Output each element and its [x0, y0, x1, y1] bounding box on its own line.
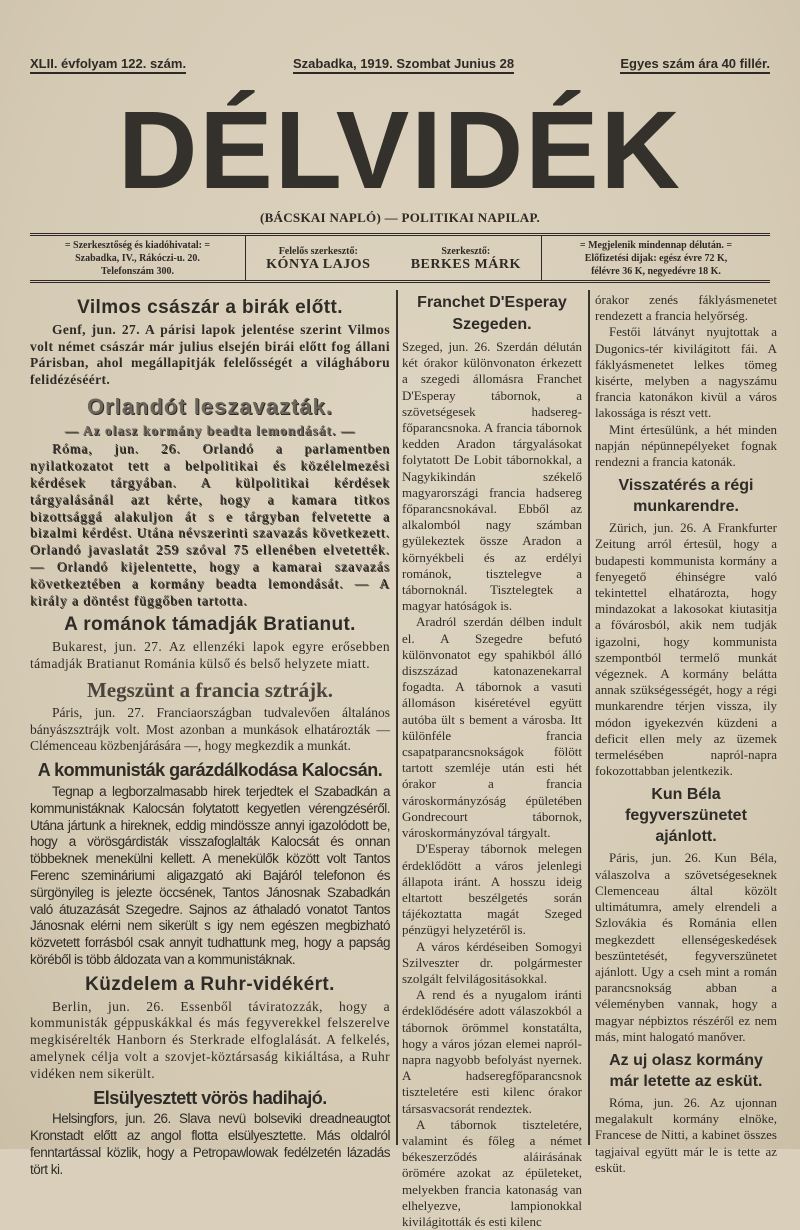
office-phone: Telefonszám 300.: [101, 265, 174, 277]
article-paragraph: Berlin, jun. 26. Essenből táviratozzák, hogy a kommunisták géppuskákkal és más fegyverekkel felszerelve megkisérelték Hanborn és Sterkrade elfoglalását. A felkelés, amelynek célja volt a szovjet-köztársaság kikiáltása, a Ruhr vidéken nem sikerült.: [30, 998, 390, 1081]
left-column: [30, 292, 390, 1178]
editor-in-chief-label: Felelős szerkesztő:: [278, 246, 358, 257]
article-paragraph: Genf, jun. 27. A párisi lapok jelentése szerint Vilmos volt német császár már julius elsején birái előtt fog állani Párisban, ahol megállapitják felelősségét a világháboru felidézéséért.: [30, 321, 390, 388]
article-paragraph: A tábornok tiszteletére, valamint és főleg a német békeszerződés aláirásának örömére azokat az épületeket, melyekben francia katonaság van elhelyezve, lampionokkal kivilágitották és esti kilenc: [402, 1116, 582, 1229]
volume-number: XLII. évfolyam 122. szám.: [30, 56, 186, 74]
article-headline: A románok támadják Bratianut.: [64, 614, 356, 636]
article-paragraph: Róma, jun. 26. Orlandó a parlamentben nyilatkozatot tett a belpolitikai és közélelmezési kérdések tárgyában. A külpolitikai kérdések tárgyalásánál azt kérte, hogy a kamara titkos bizottsággá alakuljon át s e tárgyban felvetette a bizalmi kérdést. Utána névszerinti szavazás következett. Orlandó javaslatát 259 szóval 75 ellenében elvetették. — Orlandó kijelentette, hogy a kamarai szavazás következtében a kormány beadta lemondását. — A király a döntést függőben tartotta.: [30, 441, 390, 608]
article-paragraph: Páris, jun. 27. Franciaországban tudvalevően általános bányászsztrájk volt. Most azonban a munkások elhatározták — Clémenceau közbenjárására —, hogy megkezdik a munkát.: [30, 704, 390, 754]
editor: [411, 245, 521, 271]
article-headline: Franchet D'Esperay Szegeden.: [417, 294, 567, 333]
article-headline: Küzdelem a Ruhr-vidékért.: [85, 973, 335, 995]
article-headline: Orlandót leszavazták.: [87, 394, 333, 420]
article: [595, 292, 777, 470]
article-paragraph: Szeged, jun. 26. Szerdán délután két órakor különvonaton érkezett a szegedi állomásra Franchet D'Esperay tábornok, a szövetségesek hadsereg-főparancsnoka. A francia tábornok kedden Aradon tárgyalásokat folytatott De Lobit tábornokkal, a Nagykikindán székelő magyarországi francia hadsereg főparancsnokával. Ebből az alkalomból nagy számban gyülekeztek össze Aradon a környékbeli és az erdélyi románok, tisztelegve a tábornoknál. Tisztelegtek a magyar hatóságok is.: [402, 339, 582, 614]
article-paragraph: Festői látványt nyujtottak a Dugonics-tér kivilágitott fái. A fáklyásmenetet lelkes tömeg kisérte, melyben a nagyszámu francia katonákon kivül a város lakossága is részt vett.: [595, 324, 777, 421]
article: [30, 297, 390, 389]
article-subtitle: — Az olasz kormány beadta lemondását. —: [64, 423, 356, 439]
article-paragraph: Aradról szerdán délben indult el. A Szegedre befutó különvonatot egy spahikból álló diszszázad katonazenekarral fogadta. A tábornok a vasuti állomáson kiséretével együtt autóba ült s bement a városba. Itt különféle francia csapatparancsnokságok fölött tartott szemléje után esti hét órakor a francia városkormányzóság épületében Gondrecourt tábornok, városkormányzóval tárgyalt.: [402, 614, 582, 841]
article-headline: Kun Béla fegyverszünetet ajánlott.: [625, 786, 747, 846]
newspaper-subtitle: (BÁCSKAI NAPLÓ) — POLITIKAI NAPILAP.: [259, 210, 541, 225]
article-paragraph: Tegnap a legborzalmasabb hirek terjedtek el Szabadkán a kommunistáknak Kalocsán folytatott kegyetlen vérengzéséről. Utána jártunk a hireknek, eddig mindössze annyi igazolódott be, hogy a vörösgárdisták visszafoglalták Kalocsát és onnan többeknek menekülni kellett. A menekülők között volt Tantos Ferenc szemináriumi aligazgató aki Bajáról telefonon és sürgönyileg is jelezte öccsének, Tantos Jánosnak Szabadkán való átuzazását Szegedre. Sajnos az áthaladó vonatot Tantos Jánosnak elérni nem sikerült s igy nem egészen megbizható közvetett forrásból csak annyit tudhattunk meg, hogy a papság köréből is több áldozata van a kommunistáknak.: [30, 783, 390, 967]
editor-label: Szerkesztő:: [441, 246, 491, 257]
article: [595, 1050, 777, 1176]
article-paragraph: Zürich, jun. 26. A Frankfurter Zeitung arról értesül, hogy a budapesti kommunista kormány a fenyegető éhinségre való tekintettel elhatározta, hogy mindazokat a lakosokat kiutasitja a fővárosból, akik nem tudják igazolni, hogy kommunista szempontból termelő munkát végeznek. A kormány belátta annak szükségességét, hogy a régi munkarendre térjen vissza, ily módon igyekezvén küzdeni a deficit ellen mely az üzemek termelésében napról-napra fokozottabban jelentkezik.: [595, 520, 777, 779]
office-label: = Szerkesztőség és kiadóhivatal: =: [64, 239, 211, 251]
right-column: [595, 292, 777, 1176]
article-headline: Megszünt a francia sztrájk.: [86, 677, 334, 702]
middle-column: [402, 292, 582, 1230]
article: [30, 1088, 390, 1179]
article: [30, 760, 390, 968]
issue-price: Egyes szám ára 40 fillér.: [620, 56, 770, 74]
editor-name: BERKES MÁRK: [410, 257, 521, 272]
office-info: [30, 236, 246, 280]
subscription-rates-2: félévre 36 K, negyedévre 18 K.: [591, 265, 721, 277]
newspaper-title: DÉLVIDÉK: [117, 89, 682, 212]
article-paragraph: órakor zenés fáklyásmenetet rendezett a francia helyőrség.: [595, 292, 777, 324]
article-headline: A kommunisták garázdálkodása Kalocsán.: [37, 760, 383, 781]
article: [30, 974, 390, 1083]
article: [595, 784, 777, 1044]
article-headline: Vilmos császár a birák előtt.: [77, 297, 343, 318]
editor-in-chief: [266, 245, 370, 271]
subscription-rates-1: Előfizetési dijak: egész évre 72 K,: [584, 252, 728, 264]
article-headline: Az uj olasz kormány már letette az esküt.: [609, 1051, 763, 1090]
article: [30, 678, 390, 756]
subscription-info: [542, 236, 770, 280]
office-address: Szabadka, IV., Rákóczi-u. 20.: [75, 252, 200, 264]
article-paragraph: Páris, jun. 26. Kun Béla, válaszolva a szövetségeseknek Clemenceau által közölt ultimátumra, amely elrendeli a Szlovákia és Románia ellen megkezdett ellenségeskedések beszüntetését, fegyverszünetet ajánlott. Ugy a cseh mint a román parancsnokság abban a véleményben vannak, hogy a magyar népbiztos részéről ez nem más, mint halogató manőver.: [595, 850, 777, 1044]
column-divider: [588, 290, 590, 1145]
article-headline: Visszatérés a régi munkarendre.: [618, 477, 754, 516]
article: [402, 292, 582, 1230]
masthead-info-box: [30, 233, 770, 283]
dateline: Szabadka, 1919. Szombat Junius 28: [293, 56, 514, 74]
article-paragraph: A város kérdéseiben Somogyi Szilveszter dr. polgármester szolgált felvilágositásokkal.: [402, 938, 582, 986]
article: [595, 475, 777, 779]
publication-note: = Megjelenik mindennap délután. =: [579, 239, 733, 251]
article: [30, 394, 390, 609]
article-paragraph: Bukarest, jun. 27. Az ellenzéki lapok egyre erősebben támadják Bratianut Románia külső és belső helyzete miatt.: [30, 639, 390, 671]
article-paragraph: A rend és a nyugalom iránti érdeklődésére adott válaszokból a tábornok örömmel konstatálta, hogy a város józan elemei napról-napra nagyobb befolyást nyernek. A hadseregfőparancsnok tiszteletére esti kilenc órakor társasvacsorát rendeztek.: [402, 987, 582, 1116]
article-paragraph: D'Esperay tábornok melegen érdeklődött a város jelenlegi állapota iránt. A hosszu ideig eltartott beszélgetés során tájékoztatta magát Szeged pénzügyi helyzetéről is.: [402, 841, 582, 938]
article-headline: Elsülyesztett vörös hadihajó.: [93, 1087, 327, 1108]
article-paragraph: Helsingfors, jun. 26. Slava nevü bolseviki dreadneaugtot Kronstadt előtt az angol flotta elsülyesztette. Más oldalról fenntartással közlik, hogy a Petropawlowak fedélzetén lázadás tört ki.: [30, 1111, 390, 1177]
article-paragraph: Róma, jun. 26. Az ujonnan megalakult kormány elnöke, Francese de Nitti, a kabinet összes tagjaival együtt már le is tette az esküt.: [595, 1094, 777, 1175]
article-paragraph: Mint értesülünk, a hét minden napján népünnepélyeket fognak rendezni a francia katonák.: [595, 421, 777, 470]
column-divider: [396, 290, 398, 1145]
editor-in-chief-name: KÓNYA LAJOS: [266, 257, 371, 272]
editors-info: [246, 236, 542, 280]
article: [30, 614, 390, 672]
